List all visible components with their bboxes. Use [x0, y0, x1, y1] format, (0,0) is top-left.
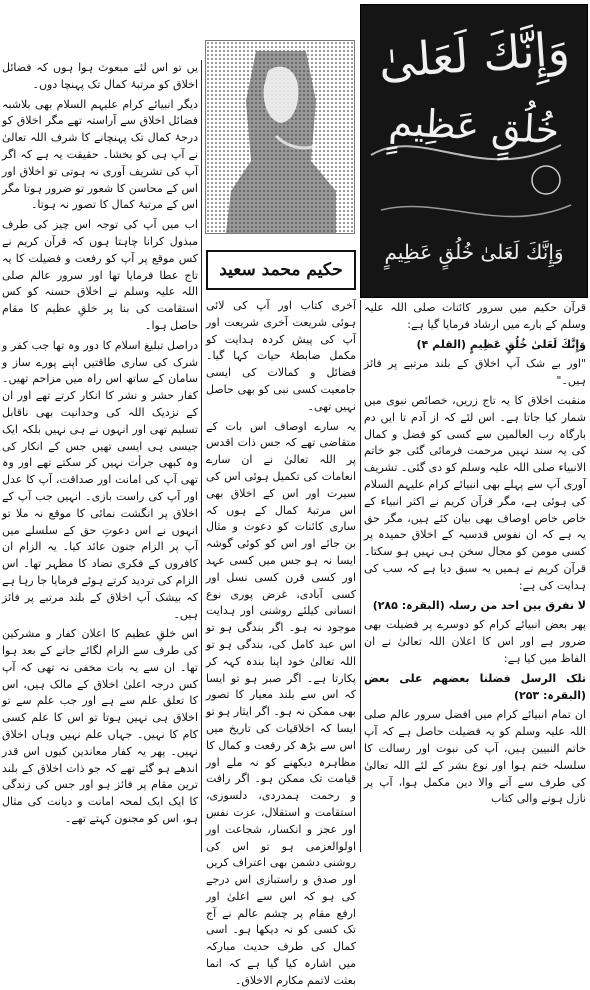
- portrait-silhouette: [206, 41, 354, 233]
- paragraph: اب میں آپ کی توجہ اس چیز کی طرف مبذول کرانا چاہتا ہوں کہ قرآن کریم نے کس موقع پر آپ کو رفعت و فضیلت کا یہ تاج عطا فرمایا تھا اور سرور عالم صلی اللہ علیہ وسلم نے اخلاق حسنہ کو کس استقامت کی بنا پر خلقِ عظیم کا مقام حاصل ہوا۔: [2, 218, 198, 332]
- verse-translation: "اور بے شک آپ اخلاق کے بلند مرتبے پر فائز ہیں۔": [364, 357, 586, 388]
- paragraph: اس خلقِ عظیم کا اعلان کفار و مشرکین کی طرف سے الزام لگائے جانے کے بعد ہوا تھا۔ ان سے یہ بات مخفی نہ تھی کہ آپ کس درجہ اعلیٰ اخلاق کے مالک ہیں، اس کا تعلق علم سے ہے اور جب علم سے تو اخلاق ہی نہیں ہوتا تو اس کا علم کسی کام کا نہیں۔ جہاں علم نہیں وہاں اخلاق نہیں۔ پھر یہ کفار معاندین کیوں اس قدر اندھے ہو گئے تھے کہ جو ذات اخلاق کے بلند ترین مقام پر فائز ہو اور جس کی زندگی کا ایک ایک لمحہ امانت و دیانت کی مثال ہو، اس کو مجنون کہتے تھے۔: [2, 627, 198, 826]
- calligraphy-line-3: وَإِنَّكَ لَعَلىٰ خُلُقٍ عَظِيمٍ: [384, 240, 564, 264]
- paragraph: ان تمام انبیائے کرام میں افضل سرور عالم صلی اللہ علیہ وسلم کو یہ فضیلت حاصل ہے کہ آپ خاتم النبیین ہیں، آپ کی نبوت اور رسالت کا سلسلہ ختم ہوا اور نوع بشر کے لئے اللہ تعالیٰ کی طرف سے آنے والا دین مکمل ہوا، آپ پر نازل ہونے والی کتاب: [364, 708, 586, 806]
- quranic-verse: وَإِنَّكَ لَعَلىٰ خُلُقٍ عَظِيمٍ (القلم ۴): [416, 337, 586, 351]
- quranic-verse: لا نفرق بین احد من رسلہ (البقرہ: ۲۸۵): [372, 598, 586, 612]
- paragraph: منقبت اخلاق کا یہ تاج زریں، خصائص نبوی میں شمار کیا جاتا ہے۔ اس لئے کہ از آدم تا ایں دم بارگاہ رب العالمین سے کسی کو فضل و کمال کی یہ سند نہیں مرحمت فرمائی گئی جو خاتم الانبیاء صلی اللہ علیہ وسلم کو دی گئی۔ تشریف آوری آپ سے پہلے بھی انبیائے کرام علیہم السلام کی ہوئی ہے، مگر قرآن کریم نے اکثر انبیاء کے خاص خاص اوصاف بھی بیان کئے ہیں، مگر حق یہ ہے کہ ان نفوس قدسیہ کے اخلاق حمیدہ پر کسی مومن کو مجال سخن ہی نہیں ہو سکتا۔ قرآن کریم نے ہمیں یہ سبق دیا ہے کہ سب کی ہدایت کی ہے:: [364, 393, 586, 592]
- column-divider: [360, 300, 361, 852]
- paragraph: یہ سارے اوصاف اس بات کے متقاضی تھے کہ جس ذات اقدس پر اللہ تعالیٰ نے ان سارے انعامات کی تکمیل ہوئی اس کی سیرت اور اس کے اخلاق بھی اس مرتبۂ کمال کے ہوں کہ ساری کائنات کو دعوت و مثال بن جائے اور اس کو کوئی گوشہ ایسا نہ ہو جس میں کسی عہد اور کسی قرن کسی نسل اور کسی آبادی، غرض پوری نوع انسانی کیلئے روشنی اور ہدایت موجود نہ ہو۔ اگر بندگی ہو تو اس عبد کامل کی، بندگی ہو تو اللہ تعالیٰ خود اپنا بندہ کہہ کر پکارتا ہے۔ اگر صبر ہو تو ایسا کہ اس سے بلند معیار کا تصور بھی ممکن نہ ہو۔ اگر ایثار ہو تو ایسا کہ اخلاقیات کی تاریخ میں اس سے بڑھ کر رفعت و کمال کا مظاہرہ دیکھنے کو نہ ملے اور قیامت تک ممکن ہو۔ اگر رافت و رحمت ہمدردی، دلسوزی، استقامت و استقلال، عزت نفس اور عجز و انکسار، شجاعت اور اولوالعزمی ہو تو اس کی روشنی دشمن بھی اعتراف کریں اور صدق و راستبازی اس درجے کی ہو کہ اس سے اعلیٰ اور ارفع مقام پر چشم عالم نے آج تک کسی کو نہ دیکھا ہو۔ اسی کمال کی طرف حدیث مبارکہ میں اشارہ کیا گیا ہے کہ انما بعثت لاتمم مکارم الاخلاق۔: [206, 419, 356, 987]
- paragraph: دراصل تبلیغ اسلام کا دور وہ تھا جب کفر و شرک کی ساری طاقتیں اپنے پورے ساز و سامان کے ساتھ اس راہ میں مزاحم تھیں۔ کفار حشر و نشر کا انکار کرتے تھے اور ان کے نزدیک اللہ کی وحدانیت بھی ناقابل تسلیم تھی اور انہوں نے ہی نہیں بلکہ ایک جیسی ہی ایسی تھیں جس کے انکار کی وہ کبھی جرأت نہیں کر سکتے تھے اور وہ تھی آپ کی امانت اور صداقت، آپ کا عدل اور آپ کی راست بازی۔ انہیں جب آپ کے اخلاق پر انگشت نمائی کا موقع نہ ملا تو انہوں نے اس دعوتِ حق کے سلسلے میں آپ پر الزام جنون عائد کیا۔ یہ الزام ان کافروں کے فکری تضاد کا مظہر تھا۔ اس الزام کی تردید کرتے ہوئے فرمایا جا رہا ہے کہ بیشک آپ اخلاق کے بلند مرتبے پر فائز ہیں۔: [2, 338, 198, 621]
- article-column-left: [2, 60, 198, 852]
- author-byline: حکیم محمد سعید: [206, 250, 356, 290]
- article-column-right: [364, 300, 586, 852]
- paragraph: قرآن حکیم میں سرور کائنات صلی اللہ علیہ وسلم کے بارے میں ارشاد فرمایا گیا ہے:: [364, 301, 586, 331]
- author-portrait: [205, 40, 355, 234]
- calligraphy-line-2: خُلُقٍ عَظِيمٍ: [387, 99, 561, 153]
- article-column-middle: [206, 298, 356, 987]
- paragraph: یں تو اس لئے مبعوث ہوا ہوں کہ فضائل اخلاق کو مرتبۂ کمال تک پہنچا دوں۔: [2, 61, 198, 91]
- paragraph: آخری کتاب اور آپ کی لائی ہوئی شریعت آخری شریعت اور آپ کی پیش کردہ ہدایت کو مکمل ضابطۂ حیات کہا گیا۔ فضائل و کمالات کی ایسی جامعیت کسی نبی کو بھی حاصل نہیں تھی۔: [206, 299, 356, 413]
- paragraph: پھر بعض انبیائے کرام کو دوسرے پر فضیلت بھی ضرور ہے اور اس کا اعلان اللہ تعالیٰ نے ان الفاظ میں کیا ہے:: [364, 618, 586, 665]
- paragraph: دیگر انبیائے کرام علیہم السلام بھی بلاشبہ فضائل اخلاق سے آراستہ تھے مگر اخلاق کو درجۂ کمال تک پہنچانے کا شرف اللہ تعالیٰ نے آپ ہی کو بخشا۔ حقیقت یہ ہے کہ اگر آپ کی تشریف آوری نہ ہوتی تو اخلاق اور اس کے محاسن کا شعور تو ضرور ہوتا مگر اس کے مرتبۂ کمال کا تصور نہ ہوتا۔: [2, 97, 198, 212]
- quranic-verse: تلک الرسل فضلنا بعضھم علی بعض (البقرہ: ۲۵۳): [364, 671, 586, 702]
- column-divider: [201, 60, 202, 852]
- calligraphy-line-1: وَإِنَّكَ لَعَلىٰ: [376, 21, 572, 89]
- calligraphy-artwork: [360, 4, 588, 298]
